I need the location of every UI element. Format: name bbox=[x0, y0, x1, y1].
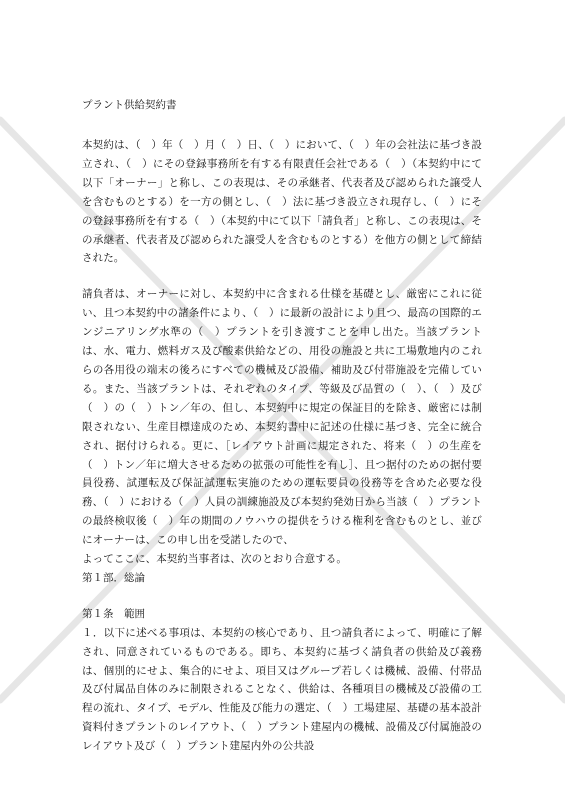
recital-paragraph: 請負者は、オーナーに対し、本契約中に含まれる仕様を基礎とし、厳密にこれに従い、且つ本契約中の諸条件により、（ ）に最新の設計により且つ、最高の国際的エンジニアリング水準の（ ）プラントを引き渡すことを申し出た。当該プラントは、水、電力、燃料ガス及び酸素供給などの、用役の施設と共に工場敷地内のこれらの各用役の端末の後ろにすべての機械及び設備、補助及び付帯施設を完備している。また、当該プラントは、それぞれのタイプ、等級及び品質の（ ）、（ ）及び（ ）の（ ）トン／年の、但し、本契約中に規定の保証目的を除き、厳密には制限されない、生産目標達成のため、本契約書中に記述の仕様に基づき、完全に統合され、据付けられる。更に、［レイアウト計画に規定された、将来（ ）の生産を（ ）トン／年に増大させるための拡張の可能性を有し］、且つ据付のための据付要員役務、試運転及び保証試運転実施のための運転要員の役務等を含めた必要な役務、（ ）における（ ）人員の訓練施設及び本契約発効日から当該（ ）プラントの最終検収後（ ）年の期間のノウハウの提供をうける権利を含むものとし、並びにオーナーは、この申し出を受諾したので、 bbox=[82, 288, 482, 547]
heading-gap bbox=[82, 588, 482, 605]
paragraph-gap bbox=[82, 268, 482, 285]
document-body bbox=[82, 98, 482, 756]
agreement-line: よってここに、本契約当事者は、次のとおり合意する。 bbox=[82, 553, 347, 566]
document-title: プラント供給契約書 bbox=[82, 99, 177, 111]
article-heading: 第１条 範囲 bbox=[82, 607, 145, 620]
preamble-paragraph: 本契約は、（ ）年（ ）月（ ）日、（ ）において、（ ）年の会社法に基づき設立され、（ ）にその登録事務所を有する有限責任会社である（ ）（本契約中にて以下「オーナー」と称し、この表現は、その承継者、代表者及び認められた譲受人を含むものとする）を一方の側とし、（ ）法に基づき設立され現存し、（ ）にその登録事務所を有する（ ）（本契約中にて以下「請負者」と称し、この表現は、その承継者、代表者及び認められた譲受人を含むものとする）を他方の側として締結された。 bbox=[82, 139, 482, 265]
part-heading: 第１部．総論 bbox=[82, 571, 145, 584]
article-paragraph: １．以下に述べる事項は、本契約の核心であり、且つ請負者によって、明確に了解され、同意されているものである。即ち、本契約に基づく請負者の供給及び義務は、個別的にせよ、集合的にせよ、項目又はグループ若しくは機械、設備、付帯品及び付属品自体のみに制限されることなく、供給は、各種項目の機械及び設備の工程の流れ、タイプ、モデル、性能及び能力の選定、（ ）工場建屋、基礎の基本設計資料付きプラントのレイアウト、（ ）プラント建屋内の機械、設備及び付属施設のレイアウト及び（ ）プラント建屋内外の公共設 bbox=[82, 626, 482, 753]
